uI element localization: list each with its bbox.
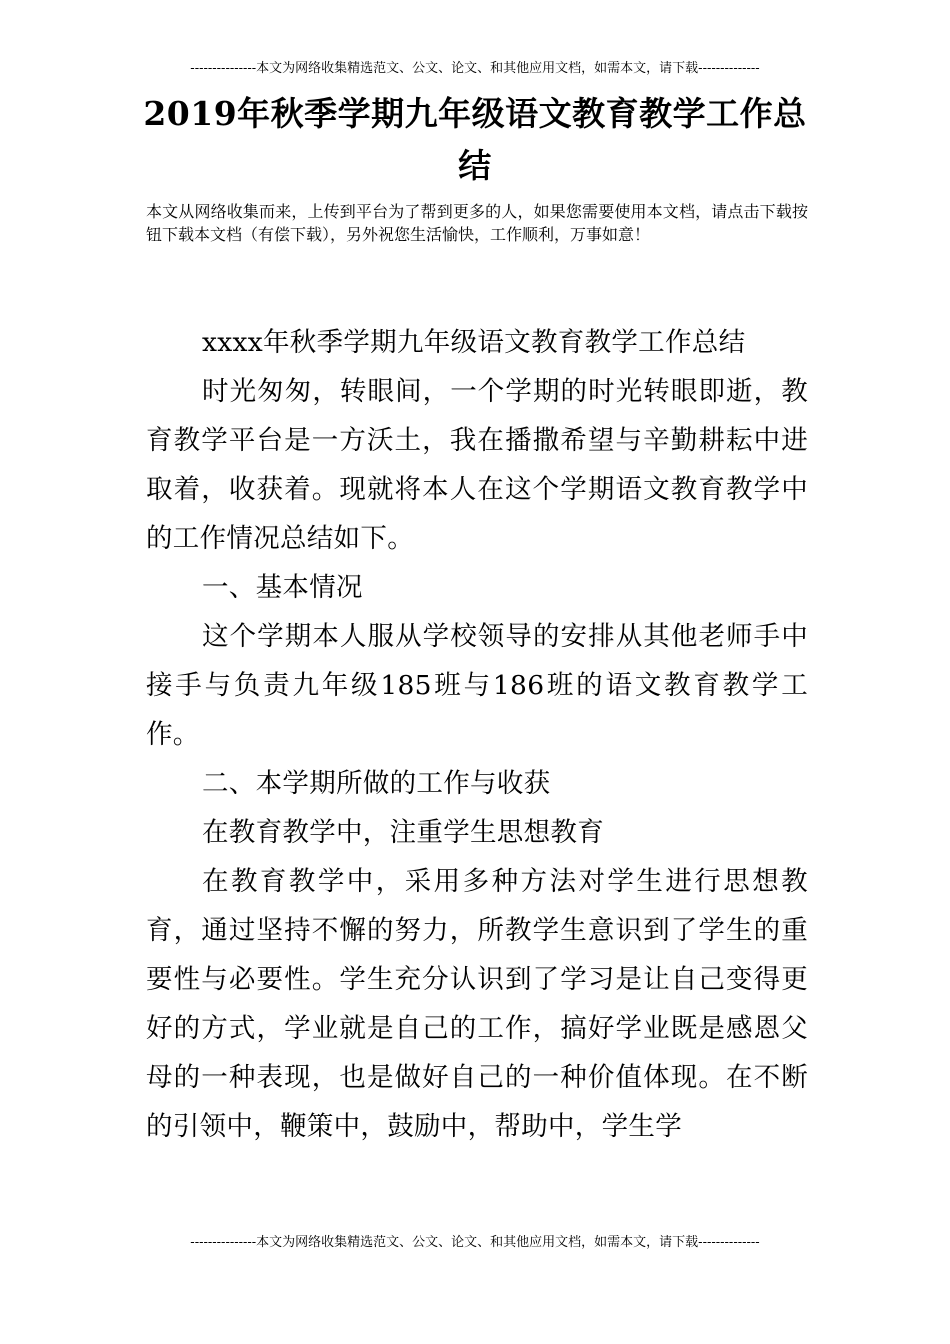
document-title: 2019年秋季学期九年级语文教育教学工作总结: [143, 94, 807, 185]
body-paragraph: 在教育教学中，采用多种方法对学生进行思想教育，通过坚持不懈的努力，所教学生意识到了学生的重要性与必要性。学生充分认识到了学习是让自己变得更好的方式，学业就是自己的工作，搞好学业既是感恩父母的一种表现，也是做好自己的一种价值体现。在不断的引领中，鞭策中，鼓励中，帮助中，学生学: [146, 866, 808, 1142]
section-heading: 二、本学期所做的工作与收获: [202, 768, 551, 799]
header-banner: ---------------本文为网络收集精选范文、公文、论文、和其他应用文档，如需本文，请下载--------------: [190, 61, 760, 76]
body-paragraph: 这个学期本人服从学校领导的安排从其他老师手中接手与负责九年级185班与186班的语文教育教学工作。: [146, 621, 808, 750]
subsection-heading: 在教育教学中，注重学生思想教育: [202, 817, 604, 848]
document-body: [146, 318, 808, 1151]
footer-banner: ---------------本文为网络收集精选范文、公文、论文、和其他应用文档，如需本文，请下载--------------: [190, 1235, 760, 1250]
body-paragraph: 时光匆匆，转眼间，一个学期的时光转眼即逝，教育教学平台是一方沃土，我在播撒希望与辛勤耕耘中进取着，收获着。现就将本人在这个学期语文教育教学中的工作情况总结如下。: [146, 376, 808, 554]
intro-notice: 本文从网络收集而来，上传到平台为了帮到更多的人，如果您需要使用本文档，请点击下载按钮下载本文档（有偿下载），另外祝您生活愉快，工作顺利，万事如意！: [146, 202, 808, 244]
section-heading: 一、基本情况: [202, 572, 363, 603]
body-paragraph: xxxx年秋季学期九年级语文教育教学工作总结: [202, 327, 746, 358]
